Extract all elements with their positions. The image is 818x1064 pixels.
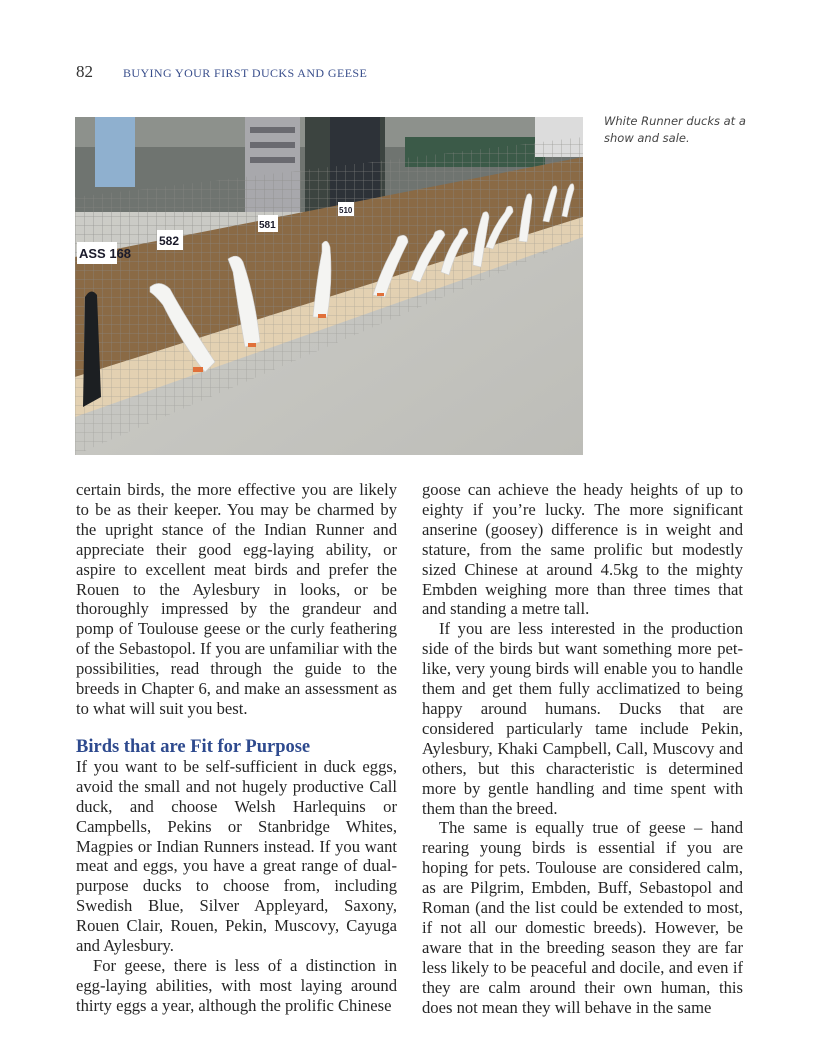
right-column	[422, 480, 743, 1017]
left-column	[76, 480, 397, 1016]
body-paragraph: certain birds, the more effective you are likely to be as their keeper. You may be charmed by the upright stance of the Indian Runner and appreciate their good egg-laying ability, or aspire to excellent meat birds and prefer the Rouen to the Aylesbury in looks, or be thoroughly impressed by the grandeur and pomp of Toulouse geese or the curly feathering of the Sebastopol. If you are unfamiliar with the possibilities, read through the guide to the breeds in Chapter 6, and make an assessment as to what will suit you best.	[76, 480, 397, 718]
figure-caption: White Runner ducks at a show and sale.	[604, 114, 746, 145]
runner-ducks-illustration	[75, 117, 583, 455]
running-title: BUYING YOUR FIRST DUCKS AND GEESE	[123, 66, 368, 80]
body-paragraph: The same is equally true of geese – hand rearing young birds is essential if you are hoping for pets. Toulouse are considered calm, as are Pilgrim, Embden, Buff, Sebastopol and Roman (and the list could be extended to most, if not all our domestic breeds). However, be aware that in the breeding season they are far less likely to be peaceful and docile, and even if they are calm around their own human, this does not mean they will behave in the same	[422, 818, 743, 1017]
body-paragraph: If you are less interested in the production side of the birds but want something more pet-like, very young birds will enable you to handle them and get them fully acclimatized to being happy around humans. Ducks that are considered particularly tame include Pekin, Aylesbury, Khaki Campbell, Call, Muscovy and others, but this characteristic is determined more by gentle handling and time spent with them than the breed.	[422, 619, 743, 818]
pen-label: 581	[259, 220, 276, 231]
section-heading: Birds that are Fit for Purpose	[76, 736, 311, 757]
body-paragraph: If you want to be self-sufficient in duck eggs, avoid the small and not hugely productive Call duck, and choose Welsh Harlequins or Campbells, Pekins or Stanbridge Whites, Magpies or Indian Runners instead. If you want meat and eggs, you have a great range of dual-purpose ducks to choose from, including Swedish Blue, Silver Appleyard, Saxony, Rouen Clair, Rouen, Pekin, Muscovy, Cayuga and Aylesbury.	[76, 756, 397, 956]
pen-label: ASS 168	[79, 246, 132, 261]
pen-label: 510	[339, 206, 353, 215]
running-head	[76, 62, 367, 82]
page-number: 82	[76, 62, 93, 81]
body-paragraph: For geese, there is less of a distinction in egg-laying abilities, with most laying around thirty eggs a year, although the prolific Chinese	[76, 955, 397, 1015]
body-paragraph: goose can achieve the heady heights of up to eighty if you’re lucky. The more significant anserine (goosey) difference is in weight and stature, from the same prolific but modestly sized Chinese at around 4.5kg to the mighty Embden weighing more than three times that and standing a metre tall.	[422, 480, 743, 619]
duck-show-photo	[75, 117, 583, 455]
pen-label: 582	[159, 234, 180, 248]
